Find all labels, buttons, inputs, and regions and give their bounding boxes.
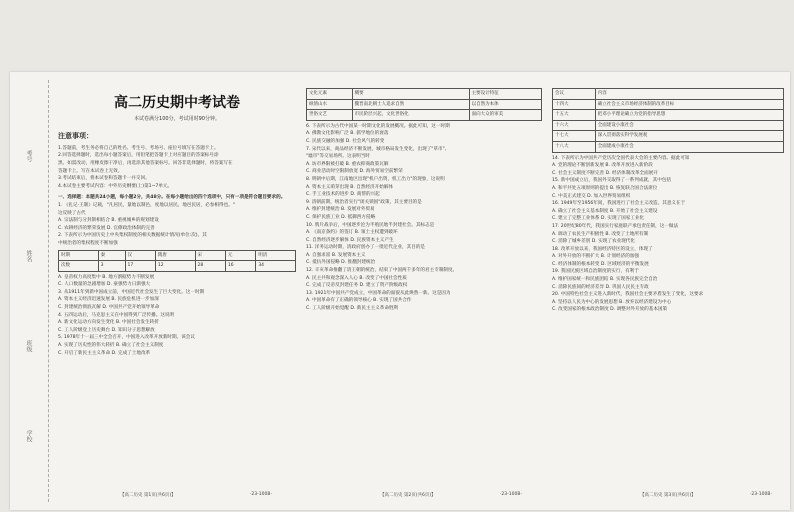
text-line: 黑。如需改动，用橡皮擦干净后，再选涂其他答案标号。回答非选择题时，将答案写在 xyxy=(58,160,233,166)
text-line: A. 宗法制与分封制相结合 B. 重视城乡的规划建设 xyxy=(58,218,159,224)
text-line: 19. 我国民族区域自治制度的实行，有利于 xyxy=(552,269,639,275)
text-line: 6. 下表所示为古代中国某一时期文化的发展概况。据此可知，这一时期 xyxy=(306,123,450,129)
table-row xyxy=(307,99,542,110)
text-line: C. 建立了完整工业体系 D. 实现了国家工业化 xyxy=(552,216,645,222)
text-line: C. 社会主义制度不断完善 D. 经济体制改革全面展开 xyxy=(552,170,658,176)
data-table xyxy=(552,88,784,153)
text-line: A. 中国革命有了正确的领导核心 B. 实现了国共合作 xyxy=(306,298,412,304)
page-code: ·23-100B· xyxy=(500,492,522,497)
table-cell: 3 xyxy=(98,261,125,272)
text-line: C. 自然经济逐步解体 D. 民族资本主义产生 xyxy=(306,237,394,243)
page-1-column xyxy=(58,86,296,490)
text-line: C. 开启了新民主主义革命 D. 完成了土地改革 xyxy=(58,350,151,356)
text-line: C. 农耕经济的繁荣发展 D. 官僚政治体制的完善 xyxy=(58,225,155,231)
text-line: C. 中美正式建交 D. 加入世界贸易组织 xyxy=(552,193,631,199)
table-header-cell: 汉 xyxy=(125,250,155,261)
text-line: C. 抵抗外国侵略 D. 推翻封建统治 xyxy=(306,260,376,266)
table-header-cell: 元 xyxy=(225,250,255,261)
text-line: C. 商业活动时空限制放宽 D. 海外贸易空前繁荣 xyxy=(306,169,403,175)
text-line: A. 对外开放的不断扩大 B. 计划经济的加强 xyxy=(552,254,640,260)
text-line: 4. 五四运动后，马克思主义在中国得到广泛传播。这说明 xyxy=(58,312,175,318)
text-line: 13. 1921年中国共产党成立，中国革命的面貌从此焕然一新。这是因为 xyxy=(306,290,451,296)
table-cell: 十四大 xyxy=(553,99,596,110)
table-cell: 纵情山水 xyxy=(307,99,353,110)
text-line: 这反映了古代 xyxy=(58,210,86,216)
text-line: A. 党的理论不断创新发展 B. 改革开放进入新阶段 xyxy=(552,163,653,169)
table-cell: 十六大 xyxy=(553,120,596,131)
text-line: 4.本试卷主要考试内容：中外历史纲要(上)第1~7单元。 xyxy=(58,183,173,189)
text-line: 答题卡上。写在本试卷上无效。 xyxy=(58,168,123,174)
table-header-cell: 明清 xyxy=(256,250,296,261)
text-line: A. 自强求富 B. 发展资本主义 xyxy=(306,252,366,258)
text-line: 2. 下表所示为中国历史上中央集权制度的相关数据统计情况(单位:次)。其 xyxy=(58,233,207,239)
text-line: A. 维护封建统治 B. 发展对外贸易 xyxy=(306,207,375,213)
table-cell: 把邓小平理论确立为党的指导思想 xyxy=(595,110,783,121)
text-line: A. 皇帝权力高度集中 B. 地方割据势力不断发展 xyxy=(58,274,155,280)
table-cell: 确立社会主义市场经济体制的改革目标 xyxy=(595,99,783,110)
text-line: 3. 从1911年到新中国成立前，中国近代社会发生了巨大变化。这一时期 xyxy=(58,289,205,295)
text-line: 8. 明朝中后期，江南地区出现"机户出资，机工出力"的现象，这说明 xyxy=(306,176,445,182)
table-cell: 深入贯彻落实科学发展观 xyxy=(595,131,783,142)
text-line: C. 民族交融的加强 D. 社会风气的转变 xyxy=(306,138,385,144)
table-cell: 魏晋南北朝士人追求自然 xyxy=(352,99,469,110)
table-header-cell: 时期 xyxy=(59,250,99,261)
text-line: A. 调动了农民生产积极性 B. 改变了土地所有制 xyxy=(552,231,649,237)
table-header-cell: 主要设计特征 xyxy=(469,89,541,100)
page-footer: 【高二历史 第2页(共6页)】 xyxy=(380,493,436,498)
table-cell: 市民阶层兴起，文化世俗化 xyxy=(352,110,469,121)
text-line: "墟市"等交易场所。这表明当时 xyxy=(306,154,370,160)
text-line: A. 维护国家统一和民族团结 B. 实现各民族完全自治 xyxy=(552,277,658,283)
text-line: C. 封建统治彻底瓦解 D. 中国共产党开始领导革命 xyxy=(58,305,160,311)
text-line: 1. 《礼记·王制》记载，"凡居民，量地以制邑，度地以居民。地邑民居，必参相得也。" xyxy=(58,202,235,208)
table-cell: 十七大 xyxy=(553,131,596,142)
table-header-cell: 概要 xyxy=(352,89,469,100)
question-text xyxy=(58,202,296,248)
table-cell: 以自然为本体 xyxy=(469,99,541,110)
text-line: 10. 鸦片战争后，中国逐步沦为半殖民地半封建社会。其标志是 xyxy=(306,222,435,228)
table-cell: 十五大 xyxy=(553,110,596,121)
table-header-cell: 宋 xyxy=(195,250,225,261)
text-line: 中统治者的集权程度不断加强 xyxy=(58,240,118,246)
data-table xyxy=(306,88,542,121)
table-header-cell: 文化元素 xyxy=(307,89,353,100)
text-line: 15. 新中国成立后，我国外交取得了一系列成就，其中包括 xyxy=(552,178,672,184)
table-header-cell: 隋唐 xyxy=(155,250,195,261)
text-line: 11. 洋务运动时期，清政府创办了一批近代企业，其目的是 xyxy=(306,245,426,251)
text-line: C. 改变国家的根本政治制度 D. 调整对外开放的基本国策 xyxy=(552,307,668,313)
text-line: 18. 改革开放以来，我国经济特区的设立，体现了 xyxy=(552,246,653,252)
table-cell: 全面建成小康社会 xyxy=(595,141,783,152)
question-text xyxy=(552,155,784,314)
binding-label: 姓名 xyxy=(25,250,32,262)
page-3-column xyxy=(552,86,784,490)
binding-label: 班级 xyxy=(25,340,32,352)
table-header-cell: 秦 xyxy=(98,250,125,261)
table-cell: 17 xyxy=(125,261,155,272)
question-text xyxy=(306,123,542,313)
text-line: C. 工人阶级开始觉醒 D. 新民主主义革命胜利 xyxy=(306,306,399,312)
table-row xyxy=(553,120,784,131)
table-cell: 16 xyxy=(225,261,255,272)
text-line: 3.考试结束后，将本试卷和答题卡一并交回。 xyxy=(58,176,150,182)
notice-list xyxy=(58,145,296,191)
table-header-cell: 内容 xyxy=(595,89,783,100)
exam-info: 本试卷满分100分，考试用时90分钟。 xyxy=(134,115,220,122)
text-line: 17. 20世纪80年代，我国实行家庭联产承包责任制，这一做法 xyxy=(552,223,679,229)
text-line: 2.回答选择题时，选出每小题答案后，用铅笔把答题卡上对应题目的答案标号涂 xyxy=(58,153,219,159)
text-line: 20. 中国特色社会主义进入新时代，我国社会主要矛盾发生了变化，这要求 xyxy=(552,292,704,298)
table-cell: 世俗文艺 xyxy=(307,110,353,121)
text-line: A. 坊市界限被打破 B. 重农抑商政策瓦解 xyxy=(306,161,389,167)
text-line: A. 《南京条约》的签订 B. 领土主权遭到破坏 xyxy=(306,230,398,236)
table-row xyxy=(307,110,542,121)
table-row xyxy=(59,261,296,272)
text-line: A. 资本主义经济迅速发展 B. 民族危机进一步加深 xyxy=(58,297,159,303)
text-line: A. 坚持以人民为中心的发展思想 B. 放弃以经济建设为中心 xyxy=(552,299,672,305)
text-line: C. 消除了城乡差别 D. 实现了农业现代化 xyxy=(552,239,635,245)
binding-label: 学校 xyxy=(25,430,32,442)
text-line: 7. 宋代以来，商品经济不断发展，城市格局发生变化，出现了"草市"、 xyxy=(306,146,450,152)
text-line: 1.答题前，考生务必将自己的姓名、考生号、考场号、座位号填写在答题卡上。 xyxy=(58,145,219,151)
table-cell: 全面建设小康社会 xyxy=(595,120,783,131)
text-line: A. 和平共处五项原则的提出 B. 恢复联合国合法席位 xyxy=(552,185,658,191)
text-line: A. 资本主义萌芽出现 B. 自然经济开始解体 xyxy=(306,184,394,190)
table-row xyxy=(553,110,784,121)
text-line: C. 完成了反帝反封建任务 D. 建立了资产阶级政权 xyxy=(306,283,408,289)
table-cell: 12 xyxy=(155,261,195,272)
text-line: 5. 1978年十一届三中全会召开，中国进入改革开放新时期。该会议 xyxy=(58,335,195,341)
text-line: A. 民主共和观念深入人心 B. 改变了中国社会性质 xyxy=(306,275,407,281)
table-cell: 34 xyxy=(256,261,296,272)
text-line: A. 新文化运动方向发生变化 B. 中国社会发生转折 xyxy=(58,320,159,326)
text-line: C. 经济体制的根本转变 D. 区域经济的平衡发展 xyxy=(552,261,649,267)
text-line: A. 实现了历史性的伟大转折 B. 确立了社会主义制度 xyxy=(58,343,164,349)
text-line: C. 人口数量的急剧增加 D. 豪强势力日渐强大 xyxy=(58,282,151,288)
question-text xyxy=(58,274,296,358)
text-line: C. 手工业技术的进步 D. 商帮的兴起 xyxy=(306,192,380,198)
table-row xyxy=(553,141,784,152)
page-2-column xyxy=(306,86,542,490)
text-line: C. 消除民族间的经济差异 D. 巩固人民民主专政 xyxy=(552,284,649,290)
page-footer: 【高二历史 第1页(共6页)】 xyxy=(120,493,176,498)
text-line: 9. 清朝前期，统治者实行"闭关锁国"政策，其主要目的是 xyxy=(306,199,422,205)
page-title: 高二历史期中考试卷 xyxy=(114,95,240,111)
data-table xyxy=(58,250,296,272)
binding-margin xyxy=(14,80,49,502)
binding-label: 考号 xyxy=(25,150,32,162)
section-heading: 一、选择题：本题共24小题，每小题2分，共48分。在每小题给出的四个选项中，只有一项是符合题目要求的。 xyxy=(58,195,286,201)
text-line: 14. 下表所示为中国共产党历次全国代表大会的主要内容。据此可知 xyxy=(552,155,690,161)
table-row xyxy=(553,131,784,142)
notice-heading: 注意事项： xyxy=(58,132,93,141)
page-code: ·23-100B· xyxy=(750,492,772,497)
text-line: A. 确立了社会主义基本制度 B. 开始了社会主义建设 xyxy=(552,208,658,214)
table-cell: 面向大众的审美 xyxy=(469,110,541,121)
table-row xyxy=(553,99,784,110)
table-cell: 次数 xyxy=(59,261,99,272)
table-cell: 十八大 xyxy=(553,141,596,152)
page-code: ·23-100B· xyxy=(250,492,272,497)
page-footer: 【高二历史 第3页(共6页)】 xyxy=(640,493,696,498)
table-header-cell: 会议 xyxy=(553,89,596,100)
text-line: C. 工人阶级登上历史舞台 D. 知识分子思想解放 xyxy=(58,327,155,333)
text-line: 12. 辛亥革命推翻了清王朝的统治，结束了中国两千多年的君主专制制度。 xyxy=(306,268,458,274)
text-line: A. 佛教文化影响广泛 B. 儒学地位的衰落 xyxy=(306,131,389,137)
text-line: 16. 1949年至1956年间，我国进行了社会主义改造。其意义在于 xyxy=(552,201,686,207)
table-cell: 28 xyxy=(195,261,225,272)
text-line: C. 保护民族工业 D. 抵御西方侵略 xyxy=(306,214,376,220)
